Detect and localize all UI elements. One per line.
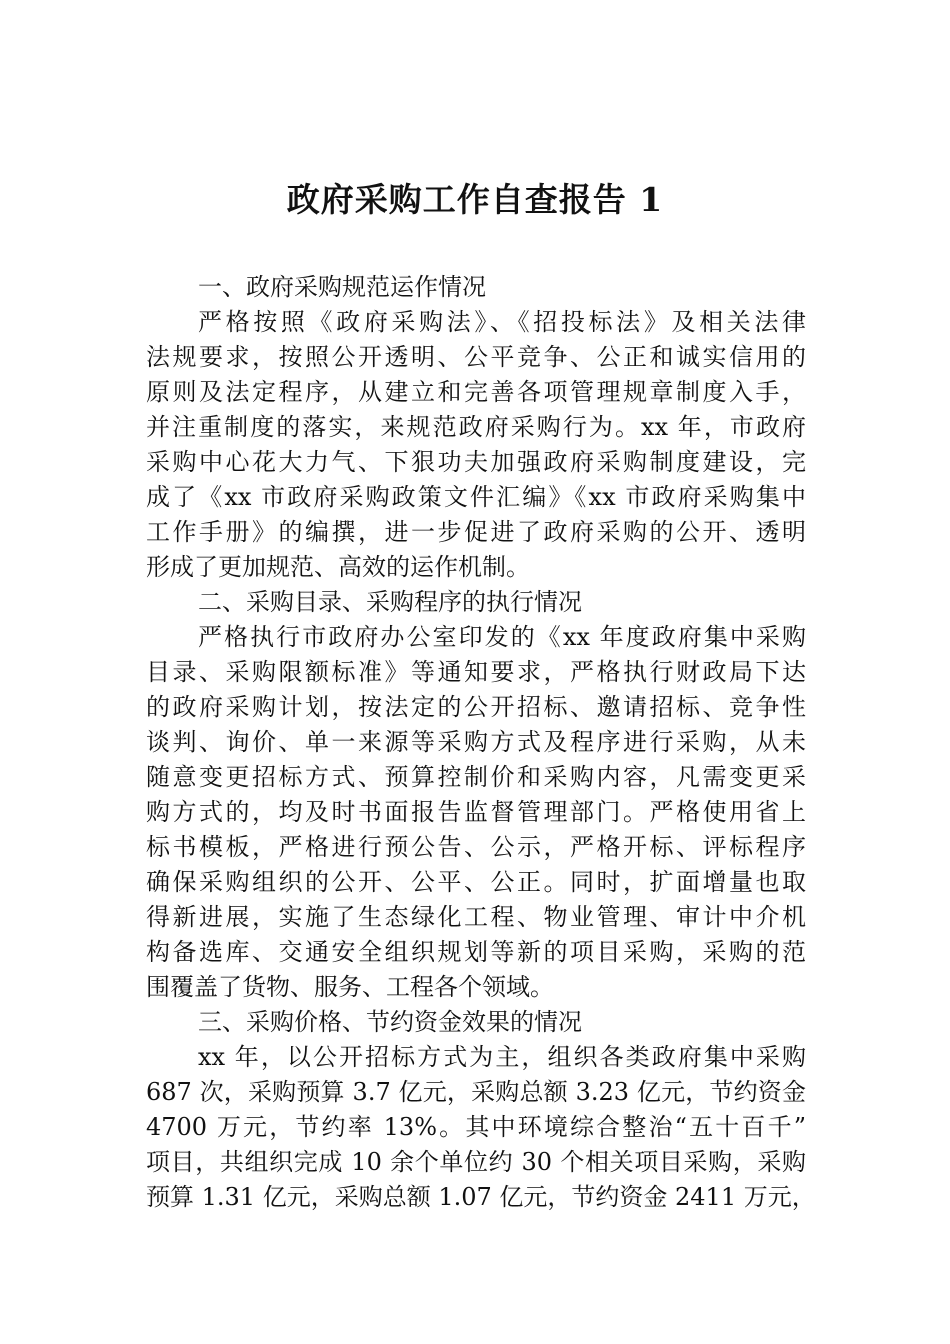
section-paragraph-1 <box>146 305 806 585</box>
paragraph-line: 并注重制度的落实，来规范政府采购行为。xx 年，市政府 <box>146 413 806 441</box>
paragraph-line: 购方式的，均及时书面报告监督管理部门。严格使用省上 <box>146 798 806 826</box>
paragraph-line: 项目，共组织完成 10 余个单位约 30 个相关项目采购，采购 <box>146 1148 806 1176</box>
section-paragraph-3 <box>146 1040 816 1215</box>
paragraph-line: 目录、采购限额标准》等通知要求，严格执行财政局下达 <box>146 658 806 686</box>
document-body <box>146 270 816 1215</box>
paragraph-line: xx 年，以公开招标方式为主，组织各类政府集中采购 <box>198 1043 806 1071</box>
paragraph-line: 687 次，采购预算 3.7 亿元，采购总额 3.23 亿元，节约资金 <box>146 1078 806 1106</box>
paragraph-line: 法规要求，按照公开透明、公平竞争、公正和诚实信用的 <box>146 343 806 371</box>
paragraph-line: 得新进展，实施了生态绿化工程、物业管理、审计中介机 <box>146 903 806 931</box>
paragraph-line: 谈判、询价、单一来源等采购方式及程序进行采购，从未 <box>146 728 806 756</box>
paragraph-line: 采购中心花大力气、下狠功夫加强政府采购制度建设，完 <box>146 448 806 476</box>
paragraph-line: 随意变更招标方式、预算控制价和采购内容，凡需变更采 <box>146 763 806 791</box>
paragraph-line: 严格按照《政府采购法》、《招投标法》及相关法律 <box>198 308 806 336</box>
paragraph-line: 工作手册》的编撰，进一步促进了政府采购的公开、透明 <box>146 518 806 546</box>
paragraph-line: 确保采购组织的公开、公平、公正。同时，扩面增量也取 <box>146 868 806 896</box>
section-heading-1: 一、政府采购规范运作情况 <box>198 273 486 301</box>
paragraph-line: 的政府采购计划，按法定的公开招标、邀请招标、竞争性 <box>146 693 806 721</box>
paragraph-line: 预算 1.31 亿元，采购总额 1.07 亿元，节约资金 2411 万元， <box>146 1183 816 1211</box>
paragraph-line: 标书模板，严格进行预公告、公示，严格开标、评标程序 <box>146 833 806 861</box>
paragraph-line: 围覆盖了货物、服务、工程各个领域。 <box>146 973 554 1001</box>
paragraph-line: 成了《xx 市政府采购政策文件汇编》《xx 市政府采购集中 <box>146 483 806 511</box>
paragraph-line: 构备选库、交通安全组织规划等新的项目采购，采购的范 <box>146 938 806 966</box>
document-title: 政府采购工作自查报告 1 <box>286 180 664 219</box>
paragraph-line: 4700 万元，节约率 13%。其中环境综合整治“五十百千” <box>146 1113 806 1141</box>
section-heading-3: 三、采购价格、节约资金效果的情况 <box>198 1008 582 1036</box>
section-heading-2: 二、采购目录、采购程序的执行情况 <box>198 588 582 616</box>
paragraph-line: 原则及法定程序，从建立和完善各项管理规章制度入手， <box>146 378 806 406</box>
paragraph-line: 严格执行市政府办公室印发的《xx 年度政府集中采购 <box>198 623 806 651</box>
paragraph-line: 形成了更加规范、高效的运作机制。 <box>146 553 530 581</box>
section-paragraph-2 <box>146 620 806 1005</box>
